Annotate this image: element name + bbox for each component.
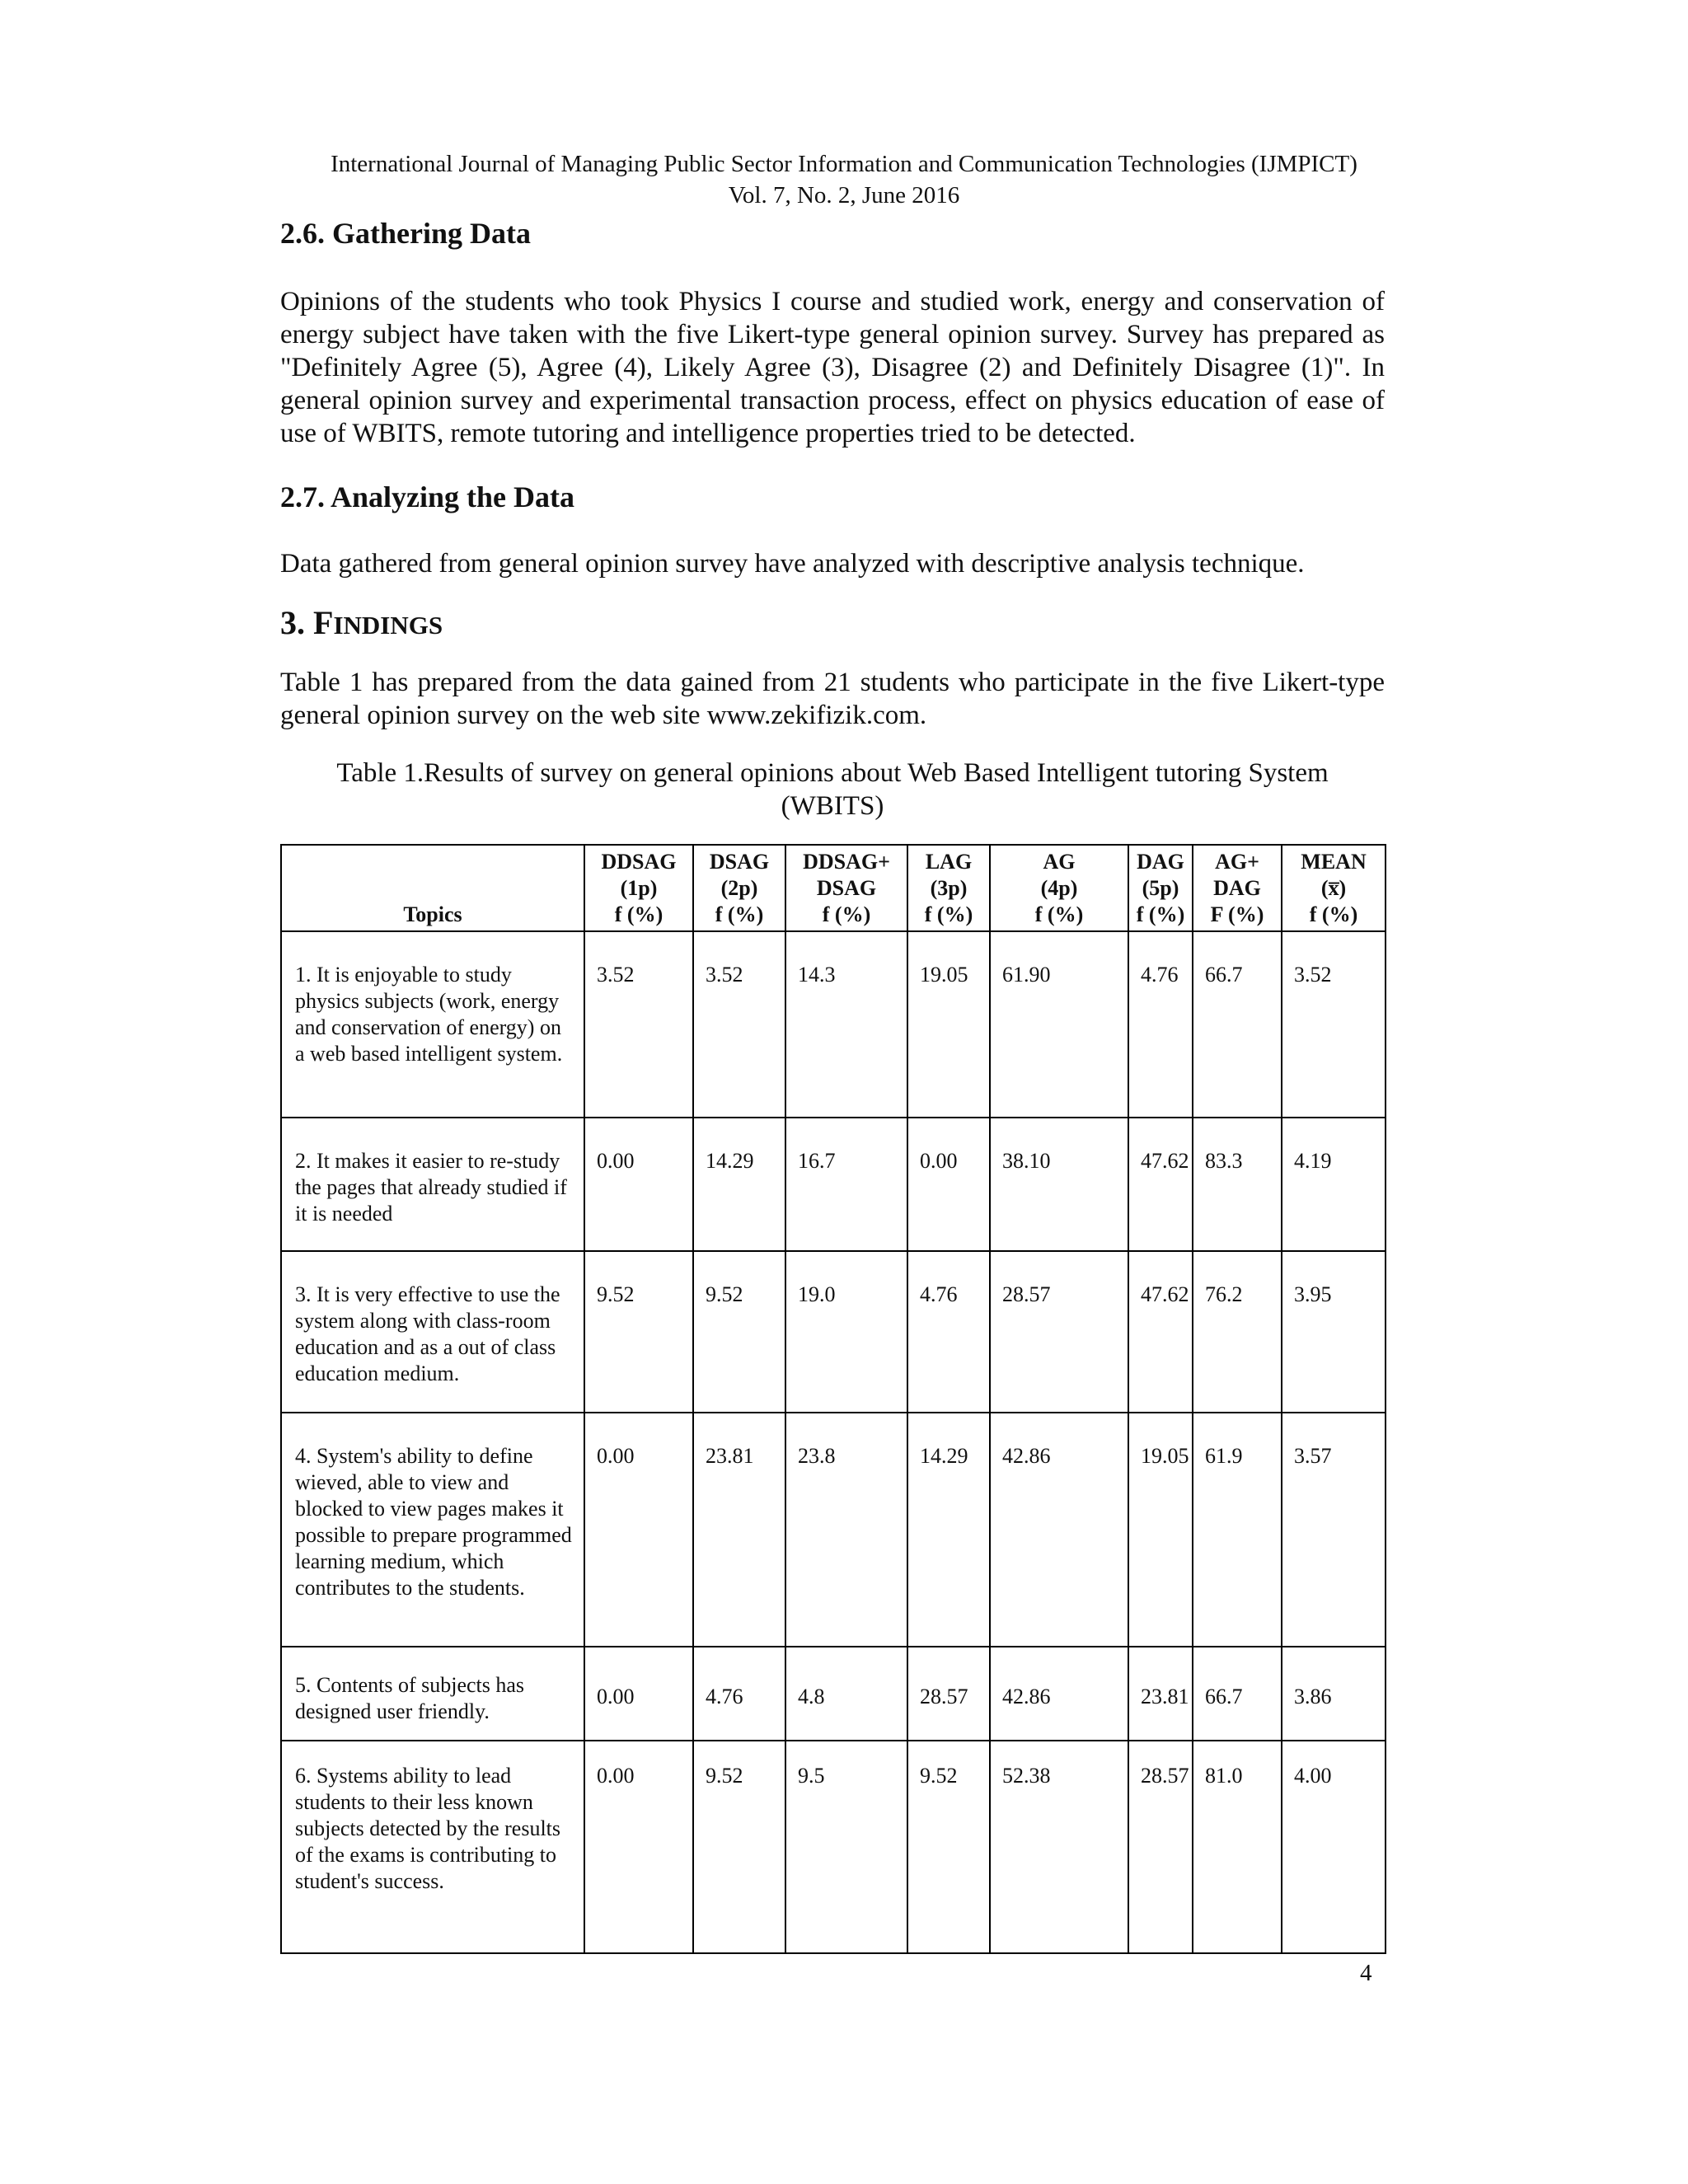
topic-cell: 3. It is very effective to use the system along with class-room education and as a out of class education medium. [281, 1251, 584, 1413]
value-cell: 19.05 [907, 931, 990, 1118]
value-cell: 3.52 [1282, 931, 1386, 1118]
running-header [0, 148, 1688, 211]
value-cell: 38.10 [990, 1118, 1128, 1251]
value-cell: 52.38 [990, 1741, 1128, 1953]
value-cell: 16.7 [785, 1118, 907, 1251]
section-analyzing [280, 480, 1385, 514]
section-gathering [280, 216, 1385, 251]
topic-cell: 5. Contents of subjects has designed user friendly. [281, 1647, 584, 1741]
findings-number: 3. [280, 604, 305, 641]
value-cell: 23.81 [693, 1413, 785, 1647]
value-cell: 19.0 [785, 1251, 907, 1413]
value-cell: 4.76 [907, 1251, 990, 1413]
value-cell: 14.3 [785, 931, 907, 1118]
header-topics: Topics [281, 845, 584, 931]
table-header-row [281, 845, 1386, 931]
value-cell: 19.05 [1128, 1413, 1193, 1647]
value-cell: 3.86 [1282, 1647, 1386, 1741]
header-mean: MEAN (x̅) f (%) [1282, 845, 1386, 931]
journal-title: International Journal of Managing Public Sector Information and Communication Technologies (IJMPICT) [331, 151, 1357, 177]
value-cell: 3.52 [693, 931, 785, 1118]
topic-cell: 4. System's ability to define wieved, able to view and blocked to view pages makes it possible to prepare programmed learning medium, which contributes to the students. [281, 1413, 584, 1647]
topic-cell: 1. It is enjoyable to study physics subjects (work, energy and conservation of energy) on a web based intelligent system. [281, 931, 584, 1118]
value-cell: 9.52 [693, 1741, 785, 1953]
table-row [281, 1118, 1386, 1251]
section-analyzing-body [280, 547, 1385, 580]
paragraph-analyzing: Data gathered from general opinion survey have analyzed with descriptive analysis technique. [280, 549, 1305, 579]
value-cell: 81.0 [1193, 1741, 1282, 1953]
value-cell: 14.29 [907, 1413, 990, 1647]
table-caption-line1: Table 1.Results of survey on general opinions about Web Based Intelligent tutoring System [336, 758, 1329, 788]
value-cell: 0.00 [584, 1413, 693, 1647]
table-row [281, 1251, 1386, 1413]
value-cell: 0.00 [584, 1647, 693, 1741]
value-cell: 0.00 [584, 1118, 693, 1251]
value-cell: 4.76 [693, 1647, 785, 1741]
value-cell: 47.62 [1128, 1251, 1193, 1413]
header-ag: AG (4p) f (%) [990, 845, 1128, 931]
value-cell: 9.52 [693, 1251, 785, 1413]
value-cell: 0.00 [907, 1118, 990, 1251]
value-cell: 61.9 [1193, 1413, 1282, 1647]
value-cell: 42.86 [990, 1647, 1128, 1741]
section-findings-body [280, 666, 1385, 732]
topic-cell: 2. It makes it easier to re-study the pages that already studied if it is needed [281, 1118, 584, 1251]
table-caption [280, 757, 1385, 823]
value-cell: 66.7 [1193, 1647, 1282, 1741]
findings-initial: F [313, 604, 334, 641]
value-cell: 4.00 [1282, 1741, 1386, 1953]
table-row [281, 1741, 1386, 1953]
value-cell: 3.57 [1282, 1413, 1386, 1647]
value-cell: 4.76 [1128, 931, 1193, 1118]
table-row [281, 1413, 1386, 1647]
value-cell: 14.29 [693, 1118, 785, 1251]
header-ddsag-dsag: DDSAG+ DSAG f (%) [785, 845, 907, 931]
section-heading-analyzing: 2.7. Analyzing the Data [280, 480, 575, 513]
journal-volume: Vol. 7, No. 2, June 2016 [728, 182, 960, 209]
header-ag-dag: AG+ DAG F (%) [1193, 845, 1282, 931]
value-cell: 4.19 [1282, 1118, 1386, 1251]
value-cell: 23.81 [1128, 1647, 1193, 1741]
value-cell: 4.8 [785, 1647, 907, 1741]
paragraph-gathering: Opinions of the students who took Physics I course and studied work, energy and conservation of energy subject have taken with the five Likert-type general opinion survey. Survey has prepared as "Definitely Agree (5), Agree (4), Likely Agree (3), Disagree (2) and Definitely Disagree (1)". In general opinion survey and experimental transaction process, effect on physics education of ease of use of WBITS, remote tutoring and intelligence properties tried to be detected. [280, 287, 1385, 448]
findings-rest: INDINGS [333, 611, 443, 640]
table-caption-line2: (WBITS) [781, 791, 884, 821]
value-cell: 42.86 [990, 1413, 1128, 1647]
section-heading-findings [280, 603, 1385, 642]
value-cell: 28.57 [990, 1251, 1128, 1413]
section-heading-gathering: 2.6. Gathering Data [280, 217, 531, 250]
value-cell: 3.52 [584, 931, 693, 1118]
page-number: 4 [1360, 1960, 1372, 1986]
value-cell: 61.90 [990, 931, 1128, 1118]
value-cell: 3.95 [1282, 1251, 1386, 1413]
header-dag: DAG (5p) f (%) [1128, 845, 1193, 931]
value-cell: 9.52 [584, 1251, 693, 1413]
section-gathering-body [280, 285, 1385, 450]
header-ddsag: DDSAG (1p) f (%) [584, 845, 693, 931]
survey-results-table [280, 844, 1386, 1954]
value-cell: 0.00 [584, 1741, 693, 1953]
value-cell: 47.62 [1128, 1118, 1193, 1251]
topic-cell: 6. Systems ability to lead students to their less known subjects detected by the results of the exams is contributing to student's success. [281, 1741, 584, 1953]
value-cell: 28.57 [907, 1647, 990, 1741]
value-cell: 23.8 [785, 1413, 907, 1647]
paragraph-findings: Table 1 has prepared from the data gained from 21 students who participate in the five Likert-type general opinion survey on the web site www.zekifizik.com. [280, 668, 1385, 730]
header-lag: LAG (3p) f (%) [907, 845, 990, 931]
value-cell: 9.5 [785, 1741, 907, 1953]
value-cell: 66.7 [1193, 931, 1282, 1118]
table-row [281, 931, 1386, 1118]
table-row [281, 1647, 1386, 1741]
section-findings [280, 603, 1385, 642]
value-cell: 83.3 [1193, 1118, 1282, 1251]
value-cell: 28.57 [1128, 1741, 1193, 1953]
header-dsag: DSAG (2p) f (%) [693, 845, 785, 931]
value-cell: 76.2 [1193, 1251, 1282, 1413]
value-cell: 9.52 [907, 1741, 990, 1953]
